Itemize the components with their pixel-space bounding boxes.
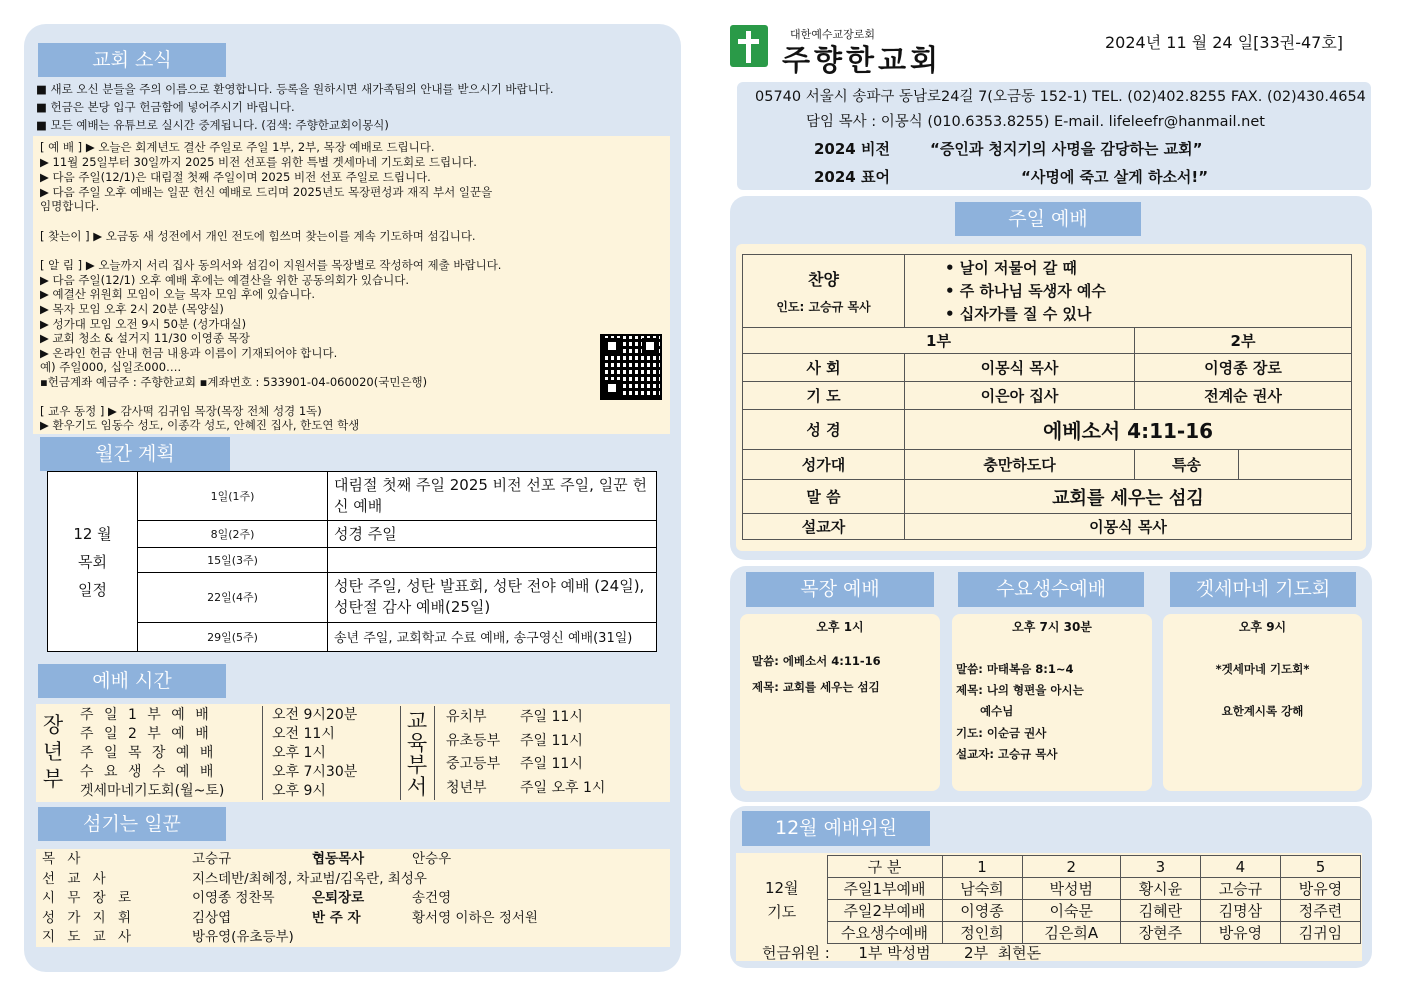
news-item: ■ 모든 예배는 유튜브로 실시간 중계됩니다. (검색: 주향한교회이몽식): [36, 118, 389, 132]
staff-name: 지스데반/최혜정, 차교범/김옥란, 최성우: [192, 870, 427, 887]
committee-cell: 김명삼: [1200, 900, 1280, 922]
scripture: 에베소서 4:11-16: [905, 410, 1352, 450]
monthly-date: 15일(3주): [138, 547, 328, 572]
times-divider: [434, 706, 435, 800]
service-2-header: 2부: [1135, 328, 1352, 354]
hymn-item: • 주 하나님 독생자 예수: [945, 281, 1106, 300]
edu-time: 주일 11시: [520, 732, 583, 749]
church-name: 주향한교회: [782, 43, 943, 77]
adult-service-name: 주 일 1 부 예 배: [80, 707, 212, 723]
committee-cell: 김혜란: [1120, 900, 1200, 922]
worship-line: [ 예 배 ] ▶ 오늘은 회계년도 결산 주일로 주일 1부, 2부, 목장 예배로 드립니다.: [40, 140, 435, 154]
adult-service-time: 오후 9시: [272, 783, 326, 799]
hymn-leader: 인도: 고승규 목사: [776, 300, 871, 314]
scripture-label: 성 경: [743, 410, 905, 450]
member-line: ▶ 환우기도 임동수 성도, 이종각 성도, 안혜진 집사, 한도연 학생: [40, 418, 360, 432]
adult-service-time: 오후 7시30분: [272, 764, 358, 780]
adult-service-time: 오전 11시: [272, 726, 335, 742]
committee-header: 2: [1022, 856, 1120, 878]
notice-line: ▶ 온라인 헌금 안내 헌금 내용과 이름이 기재되어야 합니다.: [40, 346, 338, 360]
committee-cell: 주일1부예배: [827, 878, 942, 900]
monthly-side-label: [48, 472, 138, 652]
cell-line: 말씀: 에베소서 4:11-16: [752, 654, 881, 668]
staff-row: [42, 850, 538, 870]
gethsemane-time: 오후 9시: [1238, 620, 1287, 634]
staff-role2: 협동목사: [312, 851, 365, 867]
committee-cell: 정인희: [942, 922, 1022, 944]
edu-list: [446, 706, 605, 800]
committee-cell: 수요생수예배: [827, 922, 942, 944]
notice-line: ▪헌금계좌 예금주 : 주향한교회 ▪계좌번호 : 533901-04-060020(국민은행): [40, 375, 428, 389]
motto-label: 2024 표어: [814, 168, 890, 186]
presider-1: 이몽식 목사: [905, 354, 1135, 382]
notice-line: ▶ 성가대 모임 오전 9시 50분 (성가대실): [40, 317, 247, 331]
staff-role: 선 교 사: [42, 870, 110, 887]
adult-service: [80, 706, 260, 801]
preacher-label: 설교자: [743, 514, 905, 540]
edu-row: [446, 777, 605, 801]
committee-cell: 방유영: [1200, 922, 1280, 944]
edu-dept: 유치부: [446, 709, 487, 725]
monthly-date: 29일(5주): [138, 622, 328, 651]
staff-role2: 반 주 자: [312, 909, 361, 926]
staff-name: 고승규: [192, 851, 232, 867]
monthly-event: 성탄 주일, 성탄 발표회, 성탄 전야 예배 (24일), 성탄절 감사 예배(25일): [328, 572, 657, 622]
adult-service-time: 오전 9시20분: [272, 707, 358, 723]
wednesday-time: 오후 7시 30분: [1012, 620, 1092, 634]
worship-line: 임명합니다.: [40, 199, 100, 213]
committee-header: 3: [1120, 856, 1200, 878]
edu-dept: 유초등부: [446, 732, 501, 749]
staff-role: 목 사: [42, 851, 85, 867]
staff-name2: 송건영: [412, 890, 452, 906]
adult-service-name: 겟세마네기도회(월~토): [80, 783, 225, 799]
adult-service-name: 주 일 목 장 예 배: [80, 745, 217, 761]
notice-line: ▶ 교회 청소 & 설거지 11/30 이영종 목장: [40, 331, 250, 345]
monthly-title: 월간 계획: [40, 437, 230, 471]
adult-service-name: 수 요 생 수 예 배: [80, 764, 217, 780]
notice-line: ▶ 목자 모임 오후 2시 20분 (목양실): [40, 302, 224, 316]
staff-title: 섬기는 일꾼: [38, 807, 226, 841]
committee-header: 4: [1200, 856, 1280, 878]
prayer-1: 이은아 집사: [905, 382, 1135, 410]
committee-cell: 남숙희: [942, 878, 1022, 900]
news-title: 교회 소식: [38, 43, 226, 77]
sunday-title: 주일 예배: [955, 202, 1141, 236]
staff-name: 이영종 정찬목: [192, 890, 275, 906]
monthly-event: 송년 주일, 교회학교 수료 예배, 송구영신 예배(31일): [328, 622, 657, 651]
committee-cell: 이숙문: [1022, 900, 1120, 922]
worship-line: ▶ 다음 주일(12/1)은 대림절 첫째 주일이며 2025 비전 선포 주일로 드립니다.: [40, 170, 431, 184]
cell-box: [740, 614, 940, 791]
staff-name2: 안승우: [412, 851, 452, 867]
notice-line: ▶ 다음 주일(12/1) 오후 예배 후에는 예결산을 위한 공동의회가 있습니다.: [40, 273, 410, 287]
address: 05740 서울시 송파구 동남로24길 7(오금동 152-1) TEL. (02)402.8255 FAX. (02)430.4654: [755, 89, 1366, 105]
committee-cell: 김은희A: [1022, 922, 1120, 944]
worship-line: ▶ 다음 주일 오후 예배는 일꾼 헌신 예배로 드리며 2025년도 목장편성과 재직 부서 일꾼을: [40, 185, 493, 199]
edu-time: 주일 11시: [520, 756, 583, 772]
staff-row: [42, 889, 538, 909]
committee-side-label-1: 12월: [764, 878, 799, 897]
staff-row: [42, 870, 538, 890]
presider-label: 사 회: [743, 354, 905, 382]
vision-label: 2024 비전: [814, 140, 890, 158]
adult-time-list: [272, 706, 357, 801]
pastor-contact: 담임 목사 : 이몽식 (010.6353.8255) E-mail. lifeleefr@hanmail.net: [806, 114, 1265, 130]
staff-list: [42, 850, 538, 948]
cell-title: 목장 예배: [746, 572, 934, 607]
service-1-header: 1부: [743, 328, 1135, 354]
news-item: ■ 새로 오신 분들을 주의 이름으로 환영합니다. 등록을 원하시면 새가족팀의 안내를 받으시기 바랍니다.: [36, 82, 554, 96]
preacher: 이몽식 목사: [905, 514, 1352, 540]
staff-name: 방유영(유초등부): [192, 929, 294, 945]
committee-cell: 정주련: [1280, 900, 1360, 922]
wednesday-line: 기도: 이순금 권사: [956, 726, 1047, 740]
motto-text: “사명에 죽고 살게 하소서!”: [1021, 168, 1209, 186]
church-logo-icon: [730, 25, 768, 67]
hymn-label-cell: [743, 255, 905, 328]
committee-cell: 황시윤: [1120, 878, 1200, 900]
edu-row: [446, 753, 605, 777]
edu-time: 주일 11시: [520, 709, 583, 725]
adult-service-name: 주 일 2 부 예 배: [80, 726, 212, 742]
committee-cell: 주일2부예배: [827, 900, 942, 922]
news-item: ■ 헌금은 본당 입구 헌금함에 넣어주시기 바립니다.: [36, 100, 295, 114]
times-title: 예배 시간: [38, 664, 226, 698]
vision-text: “증인과 청지기의 사명을 감당하는 교회”: [930, 140, 1203, 158]
committee-side-label: [737, 856, 827, 944]
committee-header: 1: [942, 856, 1022, 878]
hymn-item: • 십자가를 질 수 있나: [945, 304, 1092, 323]
notice-line: 예) 주일000, 십일조000….: [40, 360, 182, 374]
committee-side-label-2: 기도: [767, 902, 797, 921]
monthly-side-label-2: 목회: [78, 552, 107, 571]
gethsemane-line: *겟세마네 기도회*: [1215, 662, 1310, 676]
edu-row: [446, 706, 605, 730]
committee-title: 12월 예배위원: [742, 811, 930, 846]
committee-cell: 박성범: [1022, 878, 1120, 900]
worship-line: ▶ 11월 25일부터 30일까지 2025 비전 선포를 위한 특별 겟세마네 기도회로 드립니다.: [40, 155, 477, 169]
committee-table: [737, 855, 1361, 944]
presider-2: 이영종 장로: [1135, 354, 1352, 382]
committee-cell: 고승규: [1200, 878, 1280, 900]
monthly-date: 22일(4주): [138, 572, 328, 622]
gethsemane-line: 요한계시록 강해: [1221, 704, 1304, 718]
offering-committee: 헌금위원 : 1부 박성범 2부 최현돈: [762, 944, 1042, 962]
staff-name: 김상엽: [192, 909, 232, 926]
adult-label: 장년부: [42, 713, 64, 791]
cell-line: 제목: 교회를 세우는 섬김: [752, 680, 880, 694]
hymn-label: 찬양: [808, 270, 839, 289]
notice-line: [ 알 림 ] ▶ 오늘까지 서리 집사 동의서와 섬김이 지원서를 목장별로 작성하여 제출 바랍니다.: [40, 258, 502, 272]
staff-role: 성 가 지 휘: [42, 909, 136, 926]
denomination: 대한예수교장로회: [790, 28, 876, 41]
edu-time: 주일 오후 1시: [520, 779, 606, 796]
monthly-event: 대림절 첫째 주일 2025 비전 선포 주일, 일꾼 헌신 예배: [328, 472, 657, 521]
qr-code[interactable]: [600, 334, 662, 400]
seeker-line: [ 찾는이 ] ▶ 오금동 새 성전에서 개인 전도에 힘쓰며 찾는이를 계속 기도하며 섬깁니다.: [40, 229, 476, 243]
notice-line: ▶ 예결산 위원회 모임이 오늘 목자 모임 후에 있습니다.: [40, 287, 316, 301]
special-label: 특송: [1135, 450, 1239, 480]
committee-header: 구 분: [827, 856, 942, 878]
prayer-label: 기 도: [743, 382, 905, 410]
committee-cell: 김귀임: [1280, 922, 1360, 944]
staff-name2: 황서영 이하은 정서원: [412, 909, 538, 926]
monthly-date: 8일(2주): [138, 520, 328, 547]
staff-row: [42, 909, 538, 929]
wednesday-line: 제목: 나의 형편을 아시는: [956, 683, 1084, 697]
edu-row: [446, 730, 605, 754]
monthly-event: 성경 주일: [328, 520, 657, 547]
hymn-list: [905, 255, 1352, 328]
wednesday-title: 수요생수예배: [958, 572, 1144, 607]
edu-dept: 청년부: [446, 779, 487, 796]
wednesday-line: 말씀: 마태복음 8:1~4: [956, 662, 1074, 676]
monthly-side-label-3: 일정: [78, 580, 107, 599]
committee-cell: 방유영: [1280, 878, 1360, 900]
hymn-item: • 날이 저물어 갈 때: [945, 258, 1077, 277]
staff-role2: 은퇴장로: [312, 890, 365, 906]
wednesday-line: 설교자: 고승규 목사: [956, 747, 1058, 761]
sermon-title: 교회를 세우는 섬김: [905, 480, 1352, 514]
monthly-date: 1일(1주): [138, 472, 328, 521]
committee-cell: 장현주: [1120, 922, 1200, 944]
gethsemane-title: 겟세마네 기도회: [1170, 572, 1356, 607]
sermon-label: 말 씀: [743, 480, 905, 514]
monthly-event: [328, 547, 657, 572]
choir-label: 성가대: [743, 450, 905, 480]
staff-role: 시 무 장 로: [42, 890, 136, 906]
committee-header: 5: [1280, 856, 1360, 878]
choir: 충만하도다: [905, 450, 1135, 480]
staff-role: 지 도 교 사: [42, 929, 136, 945]
wednesday-line: 예수님: [956, 704, 1014, 718]
monthly-table: [47, 471, 657, 652]
sunday-table: [742, 254, 1352, 540]
prayer-2: 전계순 권사: [1135, 382, 1352, 410]
special: [1239, 450, 1352, 480]
cell-time: 오후 1시: [816, 620, 864, 634]
member-line: [ 교우 동정 ] ▶ 감사떡 김귀임 목장(목장 전체 성경 1독): [40, 404, 322, 418]
issue-date: 2024년 11 월 24 일[33권-47호]: [1105, 33, 1344, 52]
committee-cell: 이영종: [942, 900, 1022, 922]
adult-service-time: 오후 1시: [272, 745, 326, 761]
edu-dept: 중고등부: [446, 756, 501, 772]
staff-row: [42, 928, 538, 948]
times-divider: [400, 706, 401, 800]
times-divider: [262, 706, 263, 800]
edu-label: 교육부서: [406, 709, 428, 799]
monthly-side-label-1: 12 월: [73, 524, 112, 543]
